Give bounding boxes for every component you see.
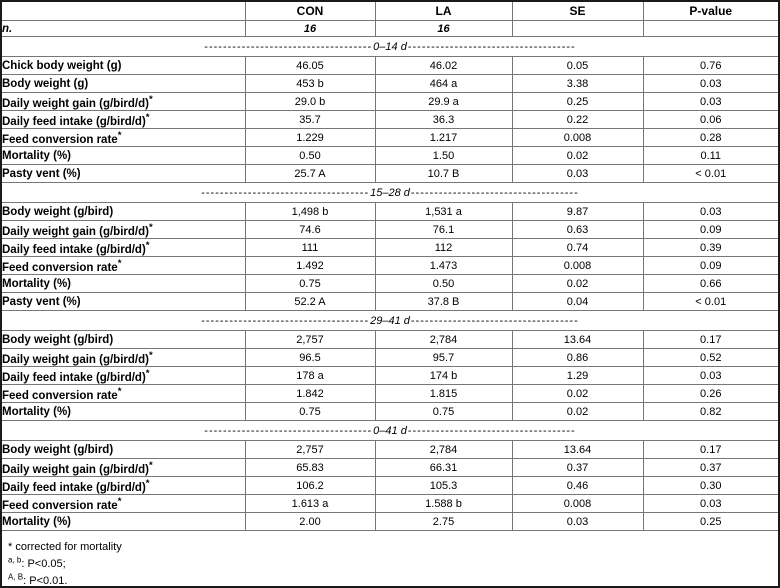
footnote-superscript: A, B [8, 572, 24, 582]
row-label-cell: Feed conversion rate* [2, 385, 245, 403]
value-cell: 0.22 [512, 111, 643, 129]
divider-dashes-left: ------------------------------------ [201, 186, 370, 199]
section-divider [2, 37, 778, 57]
value-cell: 13.64 [512, 331, 643, 349]
row-label-cell: Body weight (g/bird) [2, 203, 245, 221]
value-cell: 0.63 [512, 221, 643, 239]
value-cell: 464 a [375, 75, 512, 93]
section-divider [2, 183, 778, 203]
value-cell: 0.06 [643, 111, 778, 129]
value-cell: 1.588 b [375, 495, 512, 513]
value-cell: 105.3 [375, 477, 512, 495]
footnote-line: $^{a, b}$: P<0.05; [8, 555, 66, 570]
value-cell: 2.00 [245, 513, 375, 531]
section-title: 0–14 d [373, 40, 407, 53]
footnote-line: $^{A, B}$: P<0.01. [8, 572, 68, 587]
divider-dashes-left: ------------------------------------ [204, 40, 373, 53]
row-label-cell: Mortality (%) [2, 275, 245, 293]
column-header-la: LA [375, 2, 512, 21]
value-cell: 76.1 [375, 221, 512, 239]
row-label-cell: Daily weight gain (g/bird/d)* [2, 221, 245, 239]
value-cell: 0.02 [512, 403, 643, 421]
value-cell: 74.6 [245, 221, 375, 239]
value-cell: 29.9 a [375, 93, 512, 111]
value-cell: 0.02 [512, 275, 643, 293]
column-header-se: SE [512, 2, 643, 21]
value-cell: 0.008 [512, 129, 643, 147]
table-row [2, 221, 778, 239]
value-cell: 0.86 [512, 349, 643, 367]
table-row [2, 331, 778, 349]
table-row [2, 349, 778, 367]
value-cell: 0.82 [643, 403, 778, 421]
table-row [2, 57, 778, 75]
label-superscript: * [148, 459, 153, 471]
value-cell: 0.50 [375, 275, 512, 293]
value-cell: 0.25 [643, 513, 778, 531]
value-cell: 0.03 [643, 75, 778, 93]
divider-dashes-right: ------------------------------------ [410, 314, 579, 327]
label-superscript: * [117, 257, 122, 269]
column-header-p-value: P-value [643, 2, 778, 21]
row-label-cell: n. [2, 21, 245, 37]
value-cell: 0.03 [512, 165, 643, 183]
value-cell: 0.05 [512, 57, 643, 75]
value-cell: 16 [245, 21, 375, 37]
table-row [2, 385, 778, 403]
row-label-cell: Mortality (%) [2, 513, 245, 531]
row-label-cell: Pasty vent (%) [2, 165, 245, 183]
section-divider-row [2, 183, 778, 203]
value-cell: 0.17 [643, 331, 778, 349]
table-row [2, 165, 778, 183]
row-label-cell: Daily weight gain (g/bird/d)* [2, 349, 245, 367]
label-superscript: * [145, 367, 150, 379]
value-cell: 0.11 [643, 147, 778, 165]
value-cell: 66.31 [375, 459, 512, 477]
value-cell: 0.76 [643, 57, 778, 75]
value-cell: 0.75 [245, 275, 375, 293]
value-cell: 96.5 [245, 349, 375, 367]
value-cell: 1.815 [375, 385, 512, 403]
footnote-line: * corrected for mortality [8, 541, 122, 553]
label-superscript: * [145, 239, 150, 251]
row-label-cell: Daily feed intake (g/bird/d)* [2, 477, 245, 495]
row-label-cell: Feed conversion rate* [2, 129, 245, 147]
value-cell: 65.83 [245, 459, 375, 477]
table-row [2, 459, 778, 477]
value-cell: 0.008 [512, 495, 643, 513]
header-row [2, 2, 778, 21]
table-row [2, 495, 778, 513]
label-superscript: * [148, 93, 153, 105]
table-row [2, 477, 778, 495]
value-cell: 0.46 [512, 477, 643, 495]
row-label-cell: Body weight (g/bird) [2, 441, 245, 459]
value-cell: 0.28 [643, 129, 778, 147]
value-cell: 174 b [375, 367, 512, 385]
value-cell: 112 [375, 239, 512, 257]
value-cell [643, 21, 778, 37]
value-cell: 0.39 [643, 239, 778, 257]
row-label-cell: Daily weight gain (g/bird/d)* [2, 93, 245, 111]
divider-dashes-left: ------------------------------------ [204, 424, 373, 437]
divider-dashes-right: ------------------------------------ [410, 186, 579, 199]
value-cell: 1.613 a [245, 495, 375, 513]
table-row [2, 147, 778, 165]
row-label-cell: Feed conversion rate* [2, 257, 245, 275]
value-cell: 0.09 [643, 257, 778, 275]
section-divider-row [2, 421, 778, 441]
value-cell: 46.02 [375, 57, 512, 75]
table-row [2, 257, 778, 275]
value-cell: 2,757 [245, 441, 375, 459]
table-row [2, 129, 778, 147]
value-cell: 0.52 [643, 349, 778, 367]
value-cell: 1.473 [375, 257, 512, 275]
value-cell: 1,498 b [245, 203, 375, 221]
row-label-cell: Body weight (g) [2, 75, 245, 93]
column-header-con: CON [245, 2, 375, 21]
value-cell: 46.05 [245, 57, 375, 75]
label-superscript: * [145, 111, 150, 123]
table-row [2, 239, 778, 257]
value-cell: 0.03 [643, 495, 778, 513]
table-header [2, 2, 778, 37]
row-label-cell: Daily feed intake (g/bird/d)* [2, 367, 245, 385]
row-label-cell: Daily weight gain (g/bird/d)* [2, 459, 245, 477]
row-label-cell: Body weight (g/bird) [2, 331, 245, 349]
value-cell: 1.229 [245, 129, 375, 147]
value-cell: 0.04 [512, 293, 643, 311]
value-cell: 1.29 [512, 367, 643, 385]
n-row [2, 21, 778, 37]
section-divider [2, 311, 778, 331]
value-cell: 0.75 [375, 403, 512, 421]
value-cell: 0.30 [643, 477, 778, 495]
value-cell: 1.492 [245, 257, 375, 275]
value-cell: 0.03 [643, 203, 778, 221]
row-label-cell: Daily feed intake (g/bird/d)* [2, 111, 245, 129]
value-cell: 0.02 [512, 385, 643, 403]
table-row [2, 93, 778, 111]
value-cell: 2,784 [375, 331, 512, 349]
value-cell: 36.3 [375, 111, 512, 129]
section-title: 29–41 d [370, 314, 410, 327]
divider-dashes-left: ------------------------------------ [201, 314, 370, 327]
value-cell: 178 a [245, 367, 375, 385]
label-superscript: * [148, 221, 153, 233]
value-cell: 0.09 [643, 221, 778, 239]
row-label-cell: Pasty vent (%) [2, 293, 245, 311]
value-cell: 29.0 b [245, 93, 375, 111]
value-cell: < 0.01 [643, 293, 778, 311]
value-cell: 0.26 [643, 385, 778, 403]
footnote-superscript: a, b [8, 555, 22, 565]
value-cell: 0.02 [512, 147, 643, 165]
table-row [2, 367, 778, 385]
value-cell: 0.37 [643, 459, 778, 477]
value-cell: 2.75 [375, 513, 512, 531]
value-cell: 35.7 [245, 111, 375, 129]
value-cell: 13.64 [512, 441, 643, 459]
footnotes [2, 531, 778, 588]
value-cell: 0.74 [512, 239, 643, 257]
value-cell: 9.87 [512, 203, 643, 221]
divider-dashes-right: ------------------------------------ [407, 40, 576, 53]
table-row [2, 275, 778, 293]
value-cell: 10.7 B [375, 165, 512, 183]
value-cell: 0.03 [643, 93, 778, 111]
value-cell: 3.38 [512, 75, 643, 93]
table-row [2, 403, 778, 421]
value-cell: 111 [245, 239, 375, 257]
value-cell: 25.7 A [245, 165, 375, 183]
value-cell: 1,531 a [375, 203, 512, 221]
label-superscript: * [117, 385, 122, 397]
section-title: 15–28 d [370, 186, 410, 199]
value-cell: 95.7 [375, 349, 512, 367]
label-superscript: * [117, 495, 122, 507]
divider-dashes-right: ------------------------------------ [407, 424, 576, 437]
value-cell: 2,757 [245, 331, 375, 349]
label-superscript: * [117, 129, 122, 141]
row-label-cell: Mortality (%) [2, 147, 245, 165]
section-title: 0–41 d [373, 424, 407, 437]
corner-cell [2, 2, 245, 21]
value-cell: 2,784 [375, 441, 512, 459]
table-row [2, 441, 778, 459]
section-divider-row [2, 311, 778, 331]
value-cell: 37.8 B [375, 293, 512, 311]
value-cell: 106.2 [245, 477, 375, 495]
label-superscript: * [145, 477, 150, 489]
table-row [2, 111, 778, 129]
table-body [2, 37, 778, 531]
value-cell: 1.842 [245, 385, 375, 403]
value-cell: 0.03 [512, 513, 643, 531]
row-label-cell: Feed conversion rate* [2, 495, 245, 513]
value-cell: 453 b [245, 75, 375, 93]
value-cell: 1.50 [375, 147, 512, 165]
value-cell: 0.008 [512, 257, 643, 275]
value-cell: 0.37 [512, 459, 643, 477]
value-cell: 1.217 [375, 129, 512, 147]
value-cell [512, 21, 643, 37]
table-row [2, 293, 778, 311]
value-cell: 0.66 [643, 275, 778, 293]
value-cell: 0.25 [512, 93, 643, 111]
row-label-cell: Chick body weight (g) [2, 57, 245, 75]
table-row [2, 203, 778, 221]
value-cell: 52.2 A [245, 293, 375, 311]
value-cell: 0.50 [245, 147, 375, 165]
value-cell: 16 [375, 21, 512, 37]
table-row [2, 75, 778, 93]
value-cell: 0.75 [245, 403, 375, 421]
section-divider [2, 421, 778, 441]
table-row [2, 513, 778, 531]
row-label-cell: Daily feed intake (g/bird/d)* [2, 239, 245, 257]
section-divider-row [2, 37, 778, 57]
label-superscript: * [148, 349, 153, 361]
value-cell: 0.17 [643, 441, 778, 459]
value-cell: < 0.01 [643, 165, 778, 183]
performance-table [2, 2, 778, 531]
row-label-cell: Mortality (%) [2, 403, 245, 421]
value-cell: 0.03 [643, 367, 778, 385]
